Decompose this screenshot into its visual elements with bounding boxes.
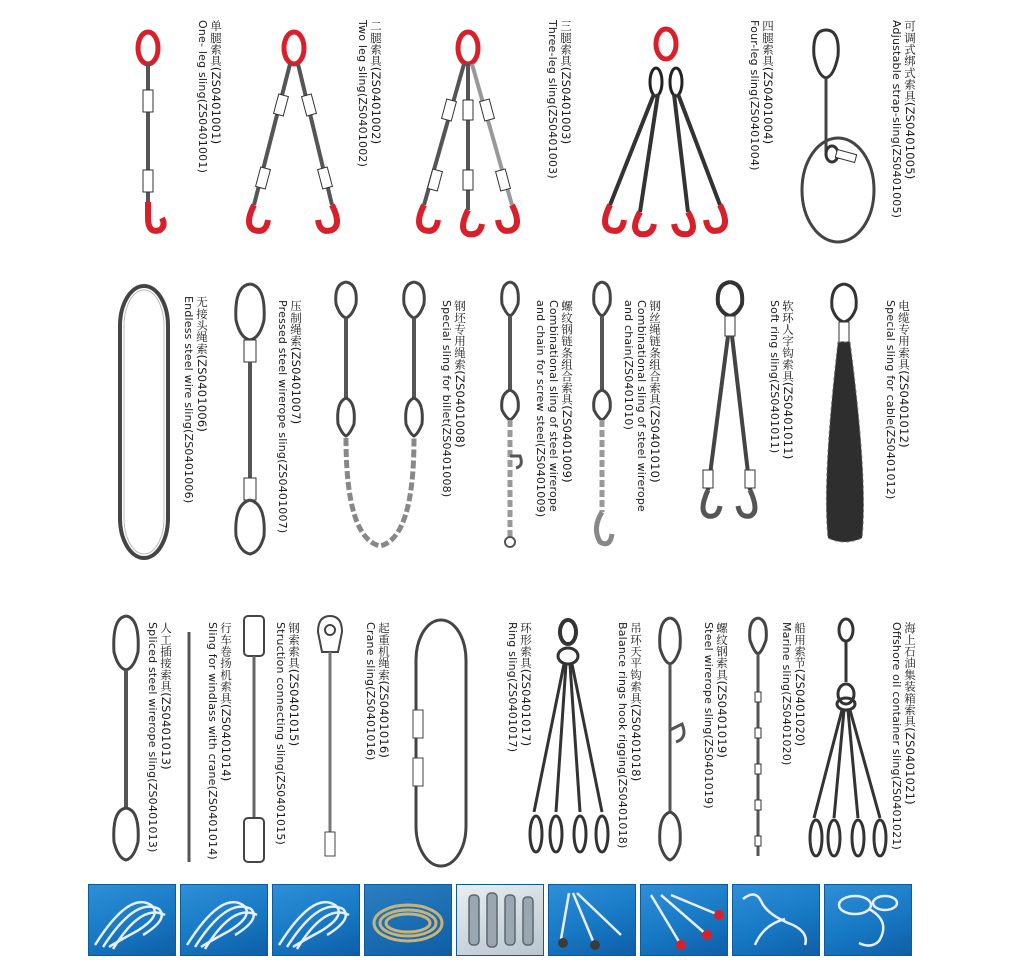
product-struction-connecting-sling (238, 612, 318, 872)
product-title-en: Two leg sling(ZS0401002) (356, 20, 369, 168)
product-title-zh: 环形索具(ZS0401017) (519, 622, 533, 747)
chain-combo-sling-drawing (584, 280, 624, 570)
product-title-zh: 钢丝绳链条组合索具(ZS0401010) (648, 300, 662, 483)
product-ring-sling (408, 612, 533, 872)
product-offshore-oil-container-sling (806, 612, 936, 872)
product-title-en: Special sling for billet(ZS0401008) (440, 300, 453, 498)
product-title-en: Endless steel wire sling(ZS0401006) (182, 296, 195, 504)
wire-coil-photo-icon (364, 884, 452, 956)
product-title-en: Offshore oil container sling(ZS0401021) (890, 622, 903, 851)
product-title-en: Balance rings hook rigging(ZS0401018) (616, 622, 629, 849)
soft-ring-sling-drawing (690, 280, 780, 570)
product-title-zh: 船用索节(ZS0401020) (793, 622, 807, 747)
product-balance-rings-hook-rigging (528, 612, 658, 872)
product-title-zh: 无接头绳索(ZS0401006) (195, 296, 209, 433)
product-title-zh: 人工插接索具(ZS0401013) (159, 622, 173, 770)
loop-sling-photo-icon (732, 884, 820, 956)
product-title-zh: 吊环天平钩索具(ZS0401018) (629, 622, 643, 782)
loop-sling-photo-icon (824, 884, 912, 956)
adjustable-strap-sling-drawing (798, 20, 888, 260)
steel-wirerope-sling-drawing (652, 612, 696, 872)
red-hook-sling-photo-icon (640, 884, 728, 956)
spliced-sling-drawing (106, 612, 150, 872)
product-title-en: One- leg sling(ZS0401001) (196, 20, 209, 174)
struction-connecting-sling-drawing (238, 612, 272, 872)
product-title-en: Combinational sling of steel wirerope (635, 300, 648, 513)
product-soft-ring-sling (690, 280, 820, 570)
product-title-en: Combinational sling of steel wirerope (547, 300, 560, 513)
one-leg-sling-drawing (118, 20, 178, 250)
product-title-zh: 螺纹钢链条组合索具(ZS0401009) (560, 300, 574, 483)
product-pressed-steel-wirerope-sling (226, 280, 336, 570)
product-title-zh: 压制绳索(ZS0401007) (289, 300, 303, 425)
product-title-en-2: and chain(ZS0401010) (622, 300, 635, 431)
ring-sling-drawing (408, 612, 478, 872)
cable-sling-drawing (820, 280, 884, 570)
product-photo-strip (88, 884, 918, 956)
endless-sling-drawing (110, 280, 180, 570)
product-title-en: Spliced steel wirerope sling(ZS0401013) (146, 622, 159, 853)
product-title-zh: 钢索索具(ZS0401015) (287, 622, 301, 747)
product-title-en: Adjustable strap-sling(ZS0401005) (890, 20, 903, 219)
product-title-zh: 可调式绑式索具(ZS0401005) (903, 20, 917, 180)
product-title-en: Ring sling(ZS0401017) (506, 622, 519, 753)
billet-sling-drawing (322, 278, 432, 568)
product-title-en-2: and chain for screw steel(ZS0401009) (534, 300, 547, 518)
product-four-leg-sling (594, 20, 784, 250)
product-title-zh: 钢坯专用绳索(ZS0401008) (453, 300, 467, 448)
product-one-leg-sling (118, 20, 228, 250)
product-title-en: Four-leg sling(ZS0401004) (748, 20, 761, 171)
product-title-en: Special sling for cable(ZS0401012) (884, 300, 897, 500)
product-title-en: Three-leg sling(ZS0401003) (546, 20, 559, 179)
coil-photo-icon (272, 884, 360, 956)
product-title-en: Sling for windlass with crane(ZS0401014) (206, 622, 219, 860)
product-title-zh: 二腿索具(ZS0401002) (369, 20, 383, 145)
four-leg-sling-drawing (594, 20, 744, 250)
coil-photo-icon (180, 884, 268, 956)
crane-sling-drawing (314, 612, 348, 872)
offshore-container-sling-drawing (806, 612, 890, 872)
balance-rings-hook-drawing (528, 612, 612, 872)
product-steel-wirerope-sling (652, 612, 752, 872)
product-title-en: Steel wirerope sling(ZS0401019) (702, 622, 715, 809)
two-leg-sling-drawing (232, 20, 352, 250)
product-crane-sling (314, 612, 414, 872)
product-two-leg-sling (232, 20, 382, 250)
product-title-zh: 起重机绳索(ZS0401016) (377, 622, 391, 759)
product-combinational-sling-screw-steel (494, 280, 594, 570)
product-special-sling-for-billet (322, 278, 482, 568)
pressed-sling-drawing (226, 280, 276, 570)
product-title-zh: 行车卷扬机索具(ZS0401014) (219, 622, 233, 782)
thimble-photo-icon (456, 884, 544, 956)
product-title-en: Crane sling(ZS0401016) (364, 622, 377, 761)
coil-photo-icon (88, 884, 176, 956)
product-adjustable-strap-sling (798, 20, 928, 260)
product-title-en: Struction connecting sling(ZS0401015) (274, 622, 287, 846)
product-title-zh: 单腿索具(ZS0401001) (209, 20, 223, 145)
product-title-en: Marine sling(ZS0401020) (780, 622, 793, 766)
three-leg-sling-drawing (402, 20, 542, 250)
product-title-zh: 四腿索具(ZS0401004) (761, 20, 775, 145)
product-title-zh: 海上石油集装箱索具(ZS0401021) (903, 622, 917, 805)
product-title-zh: 软环人字钩索具(ZS0401011) (781, 300, 795, 460)
marine-sling-drawing (744, 612, 776, 872)
product-special-sling-for-cable (820, 280, 930, 570)
product-three-leg-sling (402, 20, 582, 250)
product-title-zh: 三腿索具(ZS0401003) (559, 20, 573, 145)
product-endless-steel-wire-sling (110, 280, 220, 570)
hook-sling-photo-icon (548, 884, 636, 956)
screw-steel-combo-sling-drawing (494, 280, 534, 570)
product-combinational-sling-chain (584, 280, 684, 570)
product-title-zh: 电缆专用索具(ZS0401012) (897, 300, 911, 448)
product-title-en: Pressed steel wirerope sling(ZS0401007) (276, 300, 289, 534)
windlass-sling-drawing (180, 612, 200, 872)
product-title-zh: 螺纹钢索具(ZS0401019) (715, 622, 729, 759)
product-title-en: Soft ring sling(ZS0401011) (768, 300, 781, 454)
